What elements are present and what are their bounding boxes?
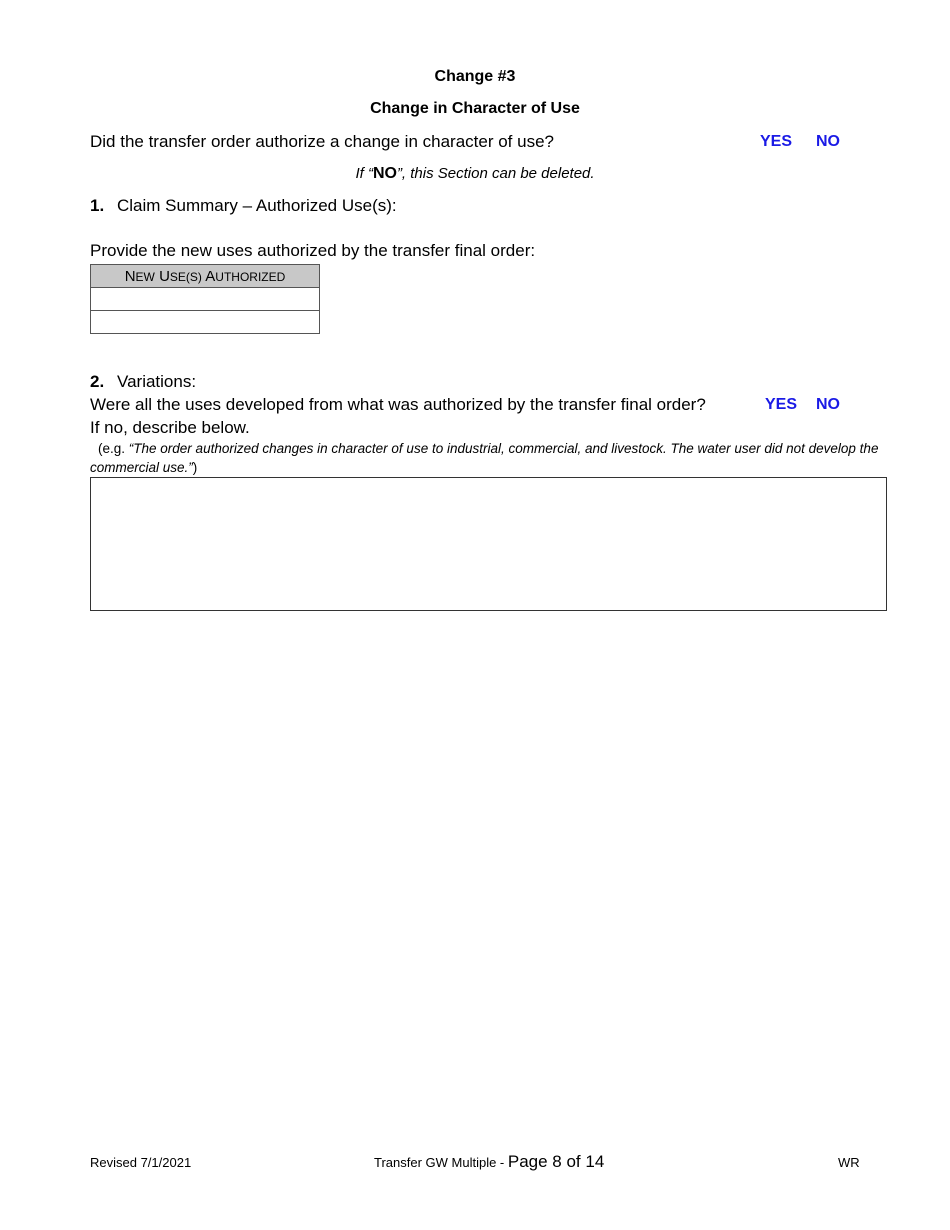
description-textbox[interactable]: [90, 477, 887, 611]
section-2-heading: 2. Variations:: [90, 372, 197, 391]
yes-option[interactable]: YES: [760, 133, 793, 150]
character-change-question: Did the transfer order authorize a change in character of use?: [90, 132, 554, 151]
section-title: Change in Character of Use: [370, 100, 580, 117]
no-option[interactable]: NO: [816, 133, 840, 150]
footer-doc-page: Transfer GW Multiple - Page 8 of 14: [374, 1152, 605, 1171]
new-use-cell[interactable]: [91, 311, 320, 334]
variations-no-option[interactable]: NO: [816, 396, 840, 413]
delete-note: If “NO”, this Section can be deleted.: [355, 165, 595, 182]
new-uses-table: [90, 264, 320, 334]
variations-yes-option[interactable]: YES: [765, 396, 798, 413]
new-uses-instruction: Provide the new uses authorized by the transfer final order:: [90, 241, 536, 260]
variations-question: Were all the uses developed from what was authorized by the transfer final order?: [90, 395, 706, 414]
new-use-cell[interactable]: [91, 288, 320, 311]
revised-date: Revised 7/1/2021: [90, 1155, 192, 1170]
change-number: Change #3: [434, 68, 516, 85]
section-1-heading: 1. Claim Summary – Authorized Use(s):: [90, 196, 397, 215]
example-text: (e.g. “The order authorized changes in character of use to industrial, commercial, and livestock. The water user did not develop the commercial use.”): [90, 441, 879, 475]
if-no-instruction: If no, describe below.: [90, 418, 250, 437]
new-uses-header: NEW USE(S) AUTHORIZED: [91, 265, 320, 288]
footer-code: WR: [838, 1155, 860, 1170]
